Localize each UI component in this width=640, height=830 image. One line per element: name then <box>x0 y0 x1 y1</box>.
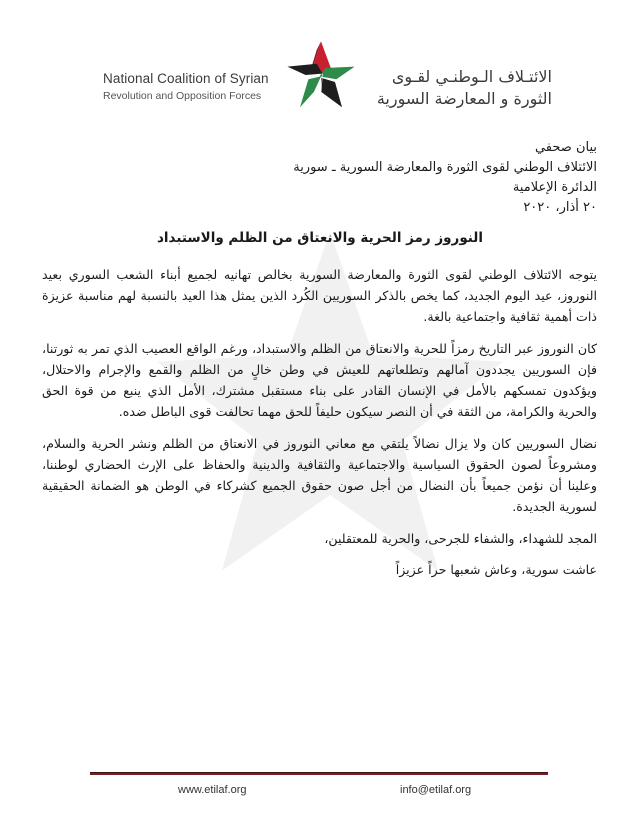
star-logo-icon <box>286 40 356 110</box>
org-name-arabic <box>377 66 552 110</box>
issuer: الائتلاف الوطني لقوى الثورة والمعارضة السورية ـ سورية <box>293 160 597 175</box>
paragraph-2: كان النوروز عبر التاريخ رمزاً للحرية والانعتاق من الظلم والاستبداد، ورغم الواقع العصيب الذي تمر به ثورتنا، فإن السوريين يجددون آمالهم وتطلعاتهم للعيش في وطن خالٍ من الظلم والقمع والإجرام والاحتلال، ويؤكدون تمسكهم بالأمل في الإنسان القادر على بناء مستقبل مشترك، الأمل الذي ينبع من قوة الحق والحرية والكرامة، من الثقة في أن النصر سيكون حليفاً للحق مهما تحالفت قوى الباطل ضده. <box>42 341 597 419</box>
paragraph-1: يتوجه الائتلاف الوطني لقوى الثورة والمعارضة السورية بخالص تهانيه لجميع أبناء الشعب السوري بعيد النوروز، عيد اليوم الجديد، كما يخص بالذكر السوريين الكُرد الذين يمثل هذا العيد بالنسبة لهم مناسبة عزيزة ذات أهمية ثقافية واجتماعية بالغة. <box>42 267 597 324</box>
footer-website-link[interactable]: www.etilaf.org <box>178 784 247 796</box>
date: ٢٠ أذار، ٢٠٢٠ <box>523 200 597 215</box>
footer-email-link[interactable]: info@etilaf.org <box>400 784 472 796</box>
org-name-en-line1: National Coalition of Syrian <box>103 71 269 86</box>
letterhead <box>0 0 640 125</box>
paragraph-closing-2: عاشت سورية، وعاش شعبها حراً عزيزاً <box>395 562 597 577</box>
doc-type: بيان صحفي <box>534 140 597 155</box>
org-name-english <box>103 70 269 104</box>
department: الدائرة الإعلامية <box>512 180 597 195</box>
document-title: النوروز رمز الحرية والانعتاق من الظلم والاستبداد <box>157 230 483 246</box>
org-name-ar-line1: الائتـلاف الـوطنـي لقـوى <box>391 67 552 86</box>
org-name-ar-line2: الثورة و المعارضة السورية <box>376 89 552 108</box>
press-release-meta <box>293 138 597 218</box>
paragraph-3: نضال السوريين كان ولا يزال نضالاً يلتقي مع معاني النوروز في الانعتاق من الظلم ونشر الحرية والسلام، ومشروعاً لصون الحقوق السياسية والاجتماعية والثقافية والدينية والحفاظ على الإرث الحضاري لوطننا، وعلينا أن نؤمن جميعاً بأن النضال من أجل صون حقوق الجميع كشركاء في الوطن هو الضمانة الحقيقية لسورية الجديدة. <box>42 436 597 514</box>
footer-divider <box>90 772 548 775</box>
document-body <box>42 264 597 590</box>
paragraph-closing-1: المجد للشهداء، والشفاء للجرحى، والحرية للمعتقلين، <box>324 531 597 546</box>
org-name-en-line2: Revolution and Opposition Forces <box>103 90 262 102</box>
